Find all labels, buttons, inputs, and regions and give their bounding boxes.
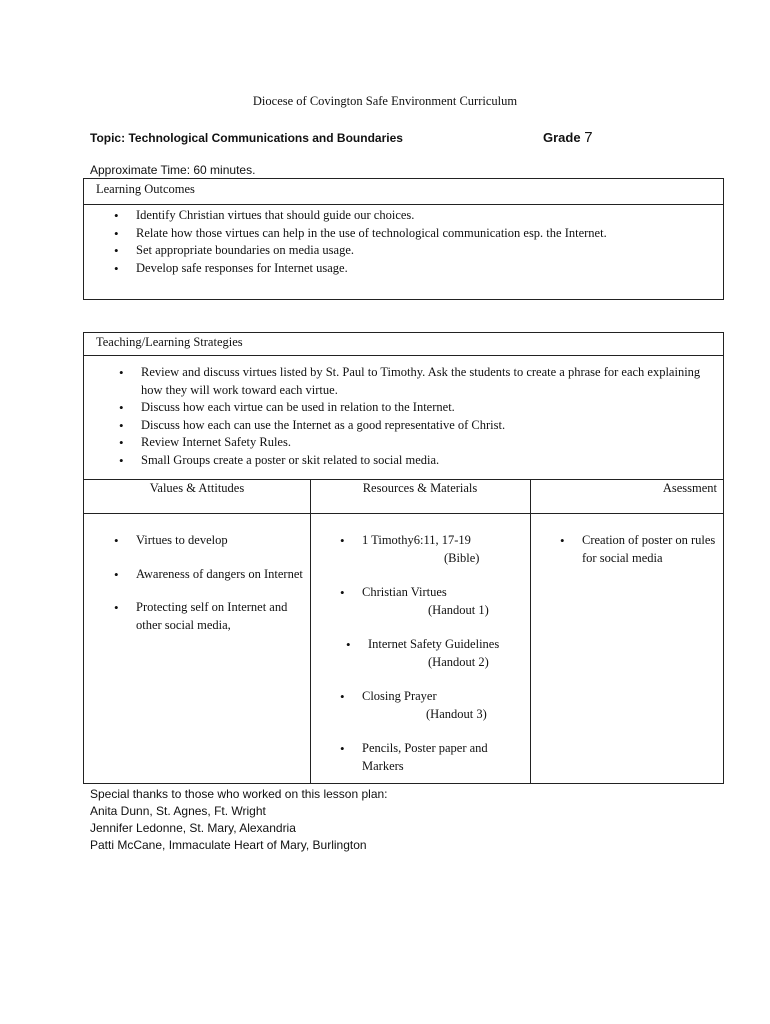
list-item: • Discuss how each virtue can be used in relation to the Internet. — [141, 399, 709, 417]
values-list — [136, 532, 316, 650]
approximate-time: Approximate Time: 60 minutes. — [90, 163, 256, 177]
list-item: • Set appropriate boundaries on media usage. — [136, 242, 713, 260]
thanks-line: Anita Dunn, St. Agnes, Ft. Wright — [90, 804, 266, 818]
resource-note: (Handout 3) — [426, 706, 487, 721]
values-heading: Values & Attitudes — [149, 481, 245, 495]
grade-line — [543, 129, 593, 146]
assessment-list — [582, 532, 722, 567]
grade-label: Grade — [543, 130, 581, 145]
resource-note: (Bible) — [444, 550, 480, 565]
strategies-table — [83, 332, 724, 784]
divider — [84, 479, 723, 480]
grade-value: 7 — [584, 129, 593, 146]
resources-list — [362, 532, 532, 792]
list-item: • Review and discuss virtues listed by St. Paul to Timothy. Ask the students to create a phrase for each explaining how they will work toward each virtue. — [141, 364, 709, 399]
resource-title: Internet Safety Guidelines — [368, 637, 500, 651]
acknowledgements — [90, 786, 388, 854]
topic-value: Technological Communications and Boundaries — [128, 131, 403, 145]
list-item: • Relate how those virtues can help in the use of technological communication esp. the Internet. — [136, 225, 713, 243]
resource-note: (Handout 1) — [428, 602, 489, 617]
learning-outcomes-heading: Learning Outcomes — [84, 179, 723, 205]
strategies-heading: Teaching/Learning Strategies — [96, 335, 243, 349]
list-item — [362, 688, 532, 723]
list-item: • Identify Christian virtues that should guide our choices. — [136, 207, 713, 225]
list-item: • Review Internet Safety Rules. — [141, 434, 709, 452]
resource-note: (Handout 2) — [428, 654, 489, 669]
list-item: • Creation of poster on rules for social media — [582, 532, 722, 567]
resource-title: Closing Prayer — [362, 689, 437, 703]
list-item — [362, 740, 522, 775]
resource-title: Pencils, Poster paper and Markers — [362, 741, 488, 773]
divider — [84, 355, 723, 356]
learning-outcomes-list — [136, 207, 713, 277]
topic-label: Topic: — [90, 131, 126, 145]
thanks-line: Patti McCane, Immaculate Heart of Mary, Burlington — [90, 838, 367, 852]
assessment-heading: Asessment — [662, 481, 717, 495]
list-item: • Discuss how each can use the Internet as a good representative of Christ. — [141, 417, 709, 435]
resources-heading: Resources & Materials — [362, 481, 478, 495]
resource-title: 1 Timothy6:11, 17-19 — [362, 533, 471, 547]
document-title: Diocese of Covington Safe Environment Curriculum — [252, 94, 518, 108]
list-item: • Small Groups create a poster or skit related to social media. — [141, 452, 709, 470]
thanks-line: Jennifer Ledonne, St. Mary, Alexandria — [90, 821, 296, 835]
topic-line — [90, 131, 403, 145]
learning-outcomes-box — [83, 178, 724, 300]
list-item: • Awareness of dangers on Internet — [136, 566, 316, 584]
strategies-list — [141, 364, 709, 469]
divider — [84, 513, 723, 514]
list-item — [362, 532, 532, 567]
thanks-line: Special thanks to those who worked on this lesson plan: — [90, 787, 388, 801]
list-item: • Virtues to develop — [136, 532, 316, 550]
list-item: • Protecting self on Internet and other social media, — [136, 599, 316, 634]
list-item: • Develop safe responses for Internet usage. — [136, 260, 713, 278]
list-item — [368, 636, 538, 671]
resource-title: Christian Virtues — [362, 585, 447, 599]
list-item — [362, 584, 532, 619]
